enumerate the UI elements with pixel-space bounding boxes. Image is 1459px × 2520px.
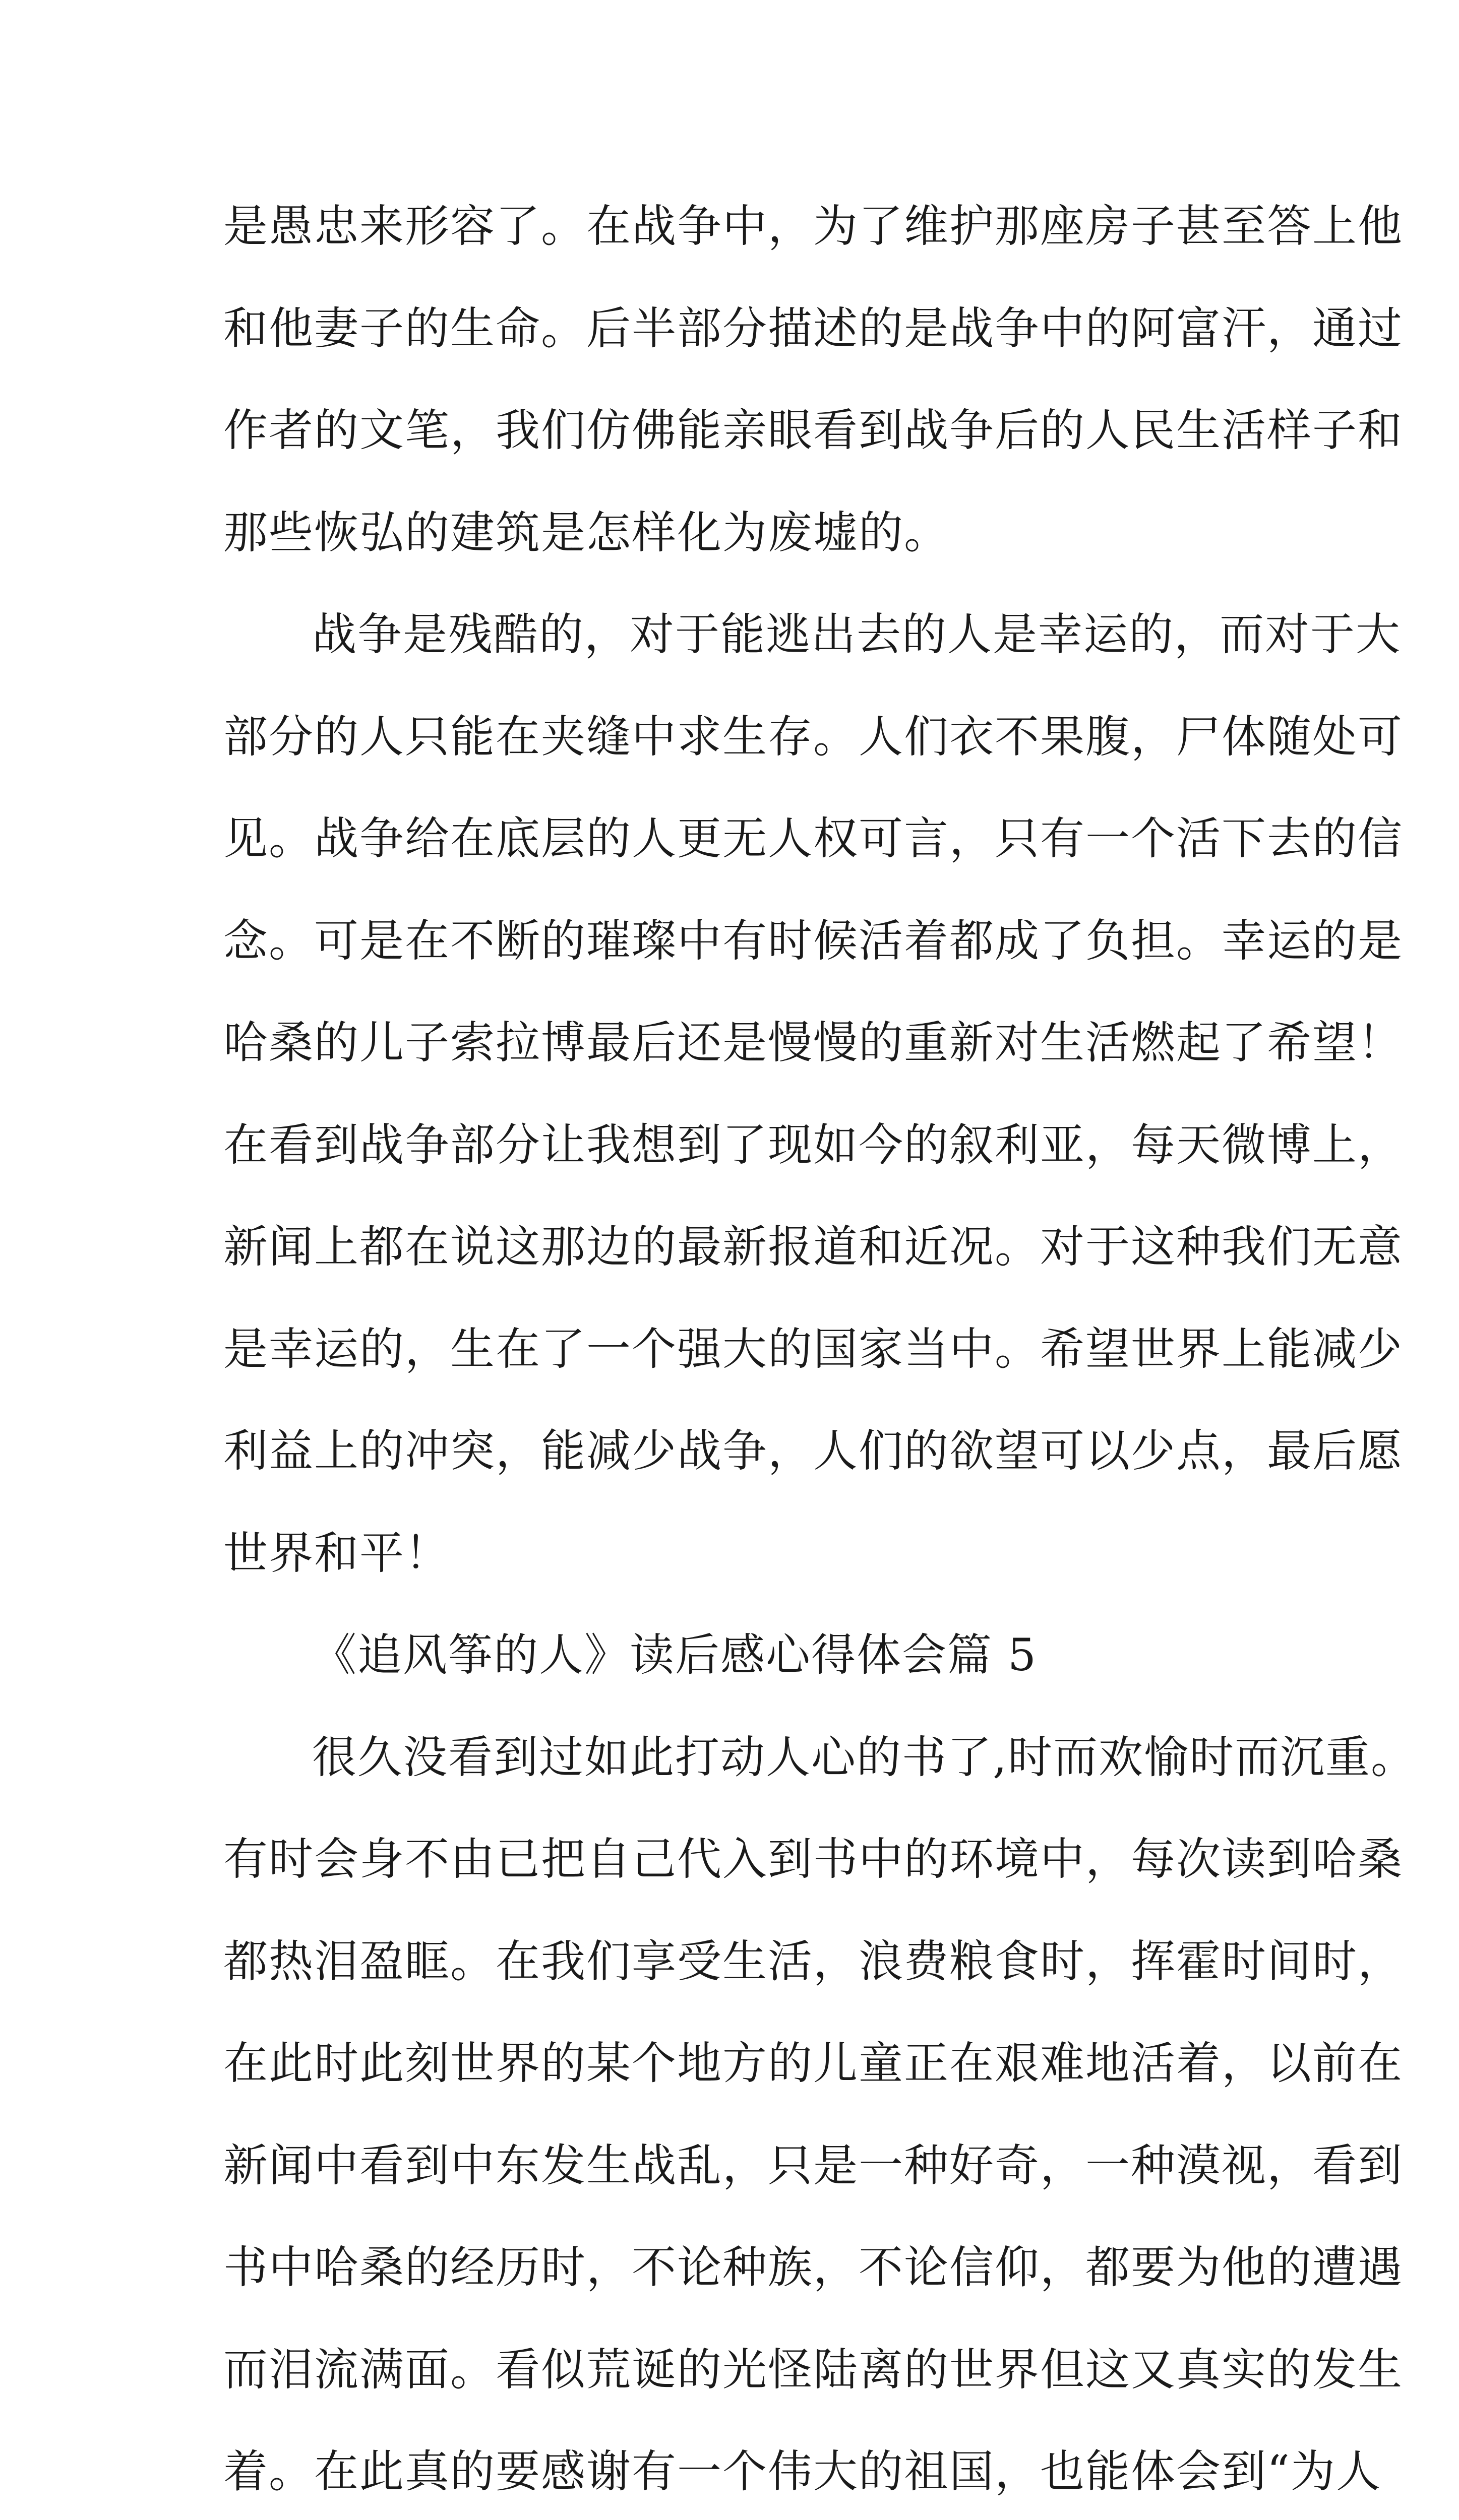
section-heading: 《追风筝的人》读后感心得体会篇 5 <box>312 1629 1037 1681</box>
paragraph-1-line-2: 和他妻子的生命。后半部分描述的是战争中的阿富汗，通过 <box>223 302 1404 354</box>
paragraph-3-line-2: 有时会身不由已把自己代入到书中的环境中，每次读到哈桑 <box>223 1833 1404 1885</box>
paragraph-2-line-8: 是幸运的，生在了一个强大的国家当中。希望世界上能减少 <box>223 1322 1404 1375</box>
paragraph-2-line-5: 哈桑的儿子索拉博最后还是慢慢的重新对生活燃起了希望！ <box>223 1017 1404 1068</box>
paragraph-2-line-10: 世界和平！ <box>223 1527 451 1579</box>
paragraph-3-line-4: 在此时此刻世界的某个地方的儿童正在艰难地活着，以前在 <box>223 2037 1404 2089</box>
paragraph-3-line-5: 新闻中看到中东发生战乱，只是一种好奇，一种漠视，看到 <box>223 2139 1404 2191</box>
paragraph-3-line-3: 都热泪盈眶。在我们享受生活，浪费粮食时，挥霍时间时， <box>223 1935 1404 1987</box>
paragraph-1-line-1: 是愚忠来形容了。在战争中，为了维护那座房子甚至答上他 <box>223 200 1404 252</box>
document-body <box>223 175 1416 2520</box>
paragraph-2-line-2: 部分的人只能在夹缝中求生存。人们衣不果腹，尸体随处可 <box>223 710 1404 763</box>
paragraph-3-line-7: 而泪流满面。看似荒诞的光怪陆离的世界但这又真实的发生 <box>223 2343 1404 2396</box>
paragraph-2-line-3: 见。战争给在底层的人更无人权可言，只有一个活下去的信 <box>223 812 1404 864</box>
paragraph-2-line-4: 念。可是在不断的璀璨中有时候活着都成了负担。幸运的是 <box>223 914 1404 967</box>
paragraph-1-line-3: 作者的文笔，我们仿佛能亲眼看到战争后的人民生活样子和 <box>223 404 1404 456</box>
paragraph-1-line-4: 那些恢弘的建筑是怎样化为废墟的。 <box>223 506 950 558</box>
paragraph-3-line-6: 书中哈桑的经历时，不论种族，不论信仰，都要为他的遭遇 <box>223 2241 1404 2293</box>
paragraph-2-line-9: 利益上的冲突，能减少战争，人们的欲望可以少点，最后愿 <box>223 1425 1404 1477</box>
paragraph-3-line-8: 着。在此真的要感谢有一个伟大的祖国，也能体会到“为人 <box>223 2445 1381 2497</box>
paragraph-3-line-1: 很久没看到过如此打动人心的书了,时而欢愉时而沉重。 <box>312 1731 1416 1783</box>
paragraph-2-line-1: 战争是残酷的，对于能逃出去的人是幸运的，而对于大 <box>312 608 1402 660</box>
paragraph-2-line-6: 在看到战争部分让我想到了现如今的叙利亚，每天微博上， <box>223 1118 1404 1171</box>
paragraph-2-line-7: 新闻上都在说这那边的最新报道和近况。对于这种我们无意 <box>223 1221 1404 1273</box>
